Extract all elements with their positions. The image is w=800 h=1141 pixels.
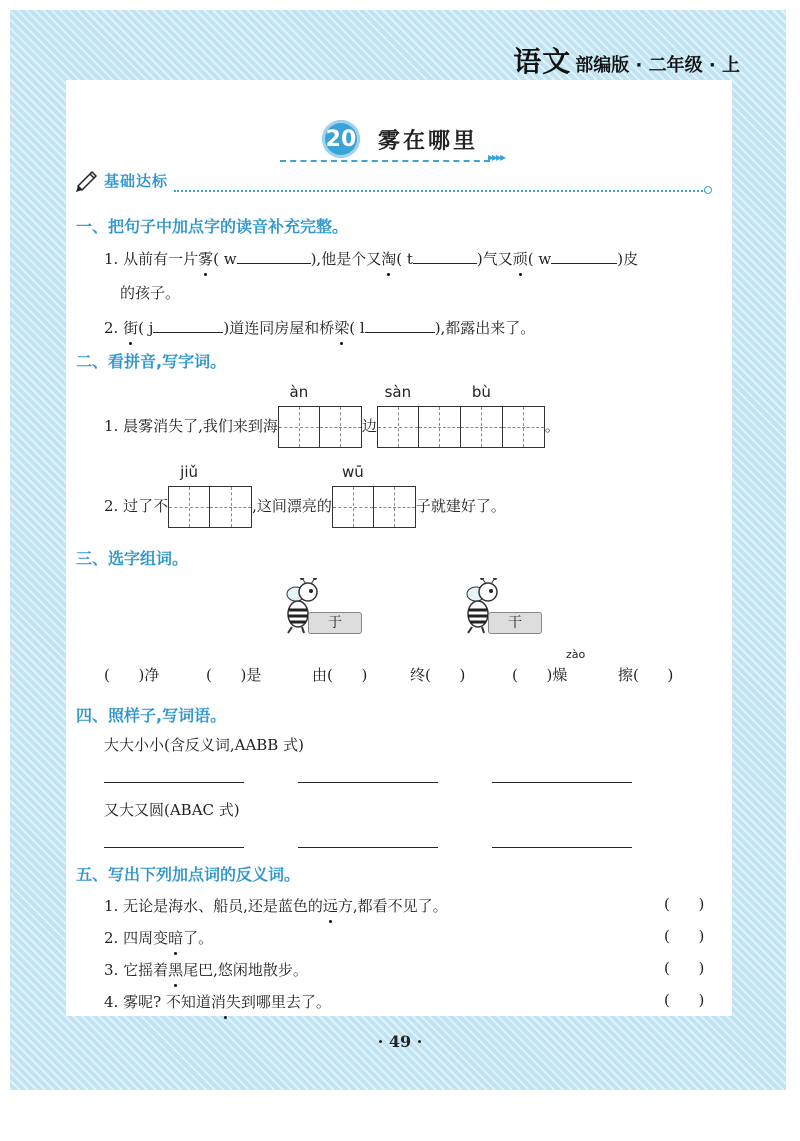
- title-underline: [280, 160, 490, 162]
- bee-sign-2: 干: [488, 612, 542, 634]
- q2-sentence1: 1. 晨雾消失了,我们来到海 àn 边 sàn bù 。: [104, 406, 560, 448]
- char-box[interactable]: [374, 486, 416, 528]
- answer-line[interactable]: [492, 782, 632, 783]
- char-box[interactable]: [419, 406, 461, 448]
- q5-item3: 3. 它摇着黑尾巴,悠闲地散步。: [104, 961, 308, 979]
- answer-line[interactable]: [104, 782, 244, 783]
- bee-card-2: [462, 578, 552, 638]
- word-blank-5[interactable]: ( )燥: [512, 666, 568, 684]
- answer-line[interactable]: [298, 847, 438, 848]
- q5-item2: 2. 四周变暗了。: [104, 929, 214, 947]
- q3-title: 三、选字组词。: [76, 549, 189, 568]
- pencil-icon: [74, 168, 100, 192]
- answer-line[interactable]: [104, 847, 244, 848]
- answer-blank[interactable]: [365, 316, 435, 333]
- answer-blank[interactable]: [551, 247, 617, 264]
- edition-label: 部编版 · 二年级 · 上: [575, 55, 740, 76]
- char-box[interactable]: wū: [332, 486, 374, 528]
- dotted-divider: [174, 190, 706, 192]
- answer-paren[interactable]: ( ): [664, 959, 705, 977]
- char-box[interactable]: [210, 486, 252, 528]
- lesson-number-badge: 20: [322, 120, 360, 158]
- lesson-title: [0, 120, 800, 158]
- lesson-name: 雾在哪里: [377, 128, 478, 154]
- answer-blank[interactable]: [413, 247, 477, 264]
- q1-line1-cont: 的孩子。: [120, 284, 181, 302]
- q4-example1: 大大小小(含反义词,AABB 式): [104, 736, 304, 754]
- bee-card-1: [282, 578, 372, 638]
- q1-title: 一、把句子中加点字的读音补充完整。: [76, 217, 349, 236]
- answer-paren[interactable]: ( ): [664, 895, 705, 913]
- answer-paren[interactable]: ( ): [664, 991, 705, 1009]
- section-header-basic: [74, 168, 168, 192]
- char-box[interactable]: bù: [461, 406, 503, 448]
- q2-sentence2: 2. 过了不 jiǔ ,这间漂亮的 wū 子就建好了。: [104, 486, 506, 528]
- word-blank-6[interactable]: 擦( ): [618, 666, 674, 684]
- divider-end-dot: [704, 186, 712, 194]
- q2-title: 二、看拼音,写字词。: [76, 352, 227, 371]
- q5-item1: 1. 无论是海水、船员,还是蓝色的远方,都看不见了。: [104, 897, 448, 915]
- char-box[interactable]: jiǔ: [168, 486, 210, 528]
- word-blank-3[interactable]: 由( ): [312, 666, 368, 684]
- word-blank-1[interactable]: ( )净: [104, 666, 160, 684]
- q5-title: 五、写出下列加点词的反义词。: [76, 865, 301, 884]
- book-header: [513, 40, 740, 76]
- answer-blank[interactable]: [153, 316, 223, 333]
- char-box[interactable]: àn: [278, 406, 320, 448]
- q4-example2: 又大又圆(ABAC 式): [104, 801, 240, 819]
- answer-line[interactable]: [492, 847, 632, 848]
- bee-sign-1: 于: [308, 612, 362, 634]
- pinyin-zao: zào: [566, 648, 586, 661]
- arrow-decoration-icon: ▸▸▸▸: [488, 150, 505, 164]
- subject-title: 语文: [513, 45, 572, 78]
- answer-line[interactable]: [298, 782, 438, 783]
- char-box[interactable]: sàn: [377, 406, 419, 448]
- word-blank-4[interactable]: 终( ): [410, 666, 466, 684]
- answer-blank[interactable]: [237, 247, 311, 264]
- answer-paren[interactable]: ( ): [664, 927, 705, 945]
- q5-item4: 4. 雾呢? 不知道消失到哪里去了。: [104, 993, 331, 1011]
- q1-line1: 1. 从前有一片雾( w ),他是个又淘( t )气又顽( w )皮: [104, 247, 638, 269]
- q1-line2: 2. 街( j )道连同房屋和桥梁( l ),都露出来了。: [104, 316, 535, 338]
- word-blank-2[interactable]: ( )是: [206, 666, 262, 684]
- char-box[interactable]: [503, 406, 545, 448]
- q4-title: 四、照样子,写词语。: [76, 706, 227, 725]
- section-label: 基础达标: [104, 171, 169, 190]
- page-number: · 49 ·: [377, 1032, 423, 1051]
- char-box[interactable]: [320, 406, 362, 448]
